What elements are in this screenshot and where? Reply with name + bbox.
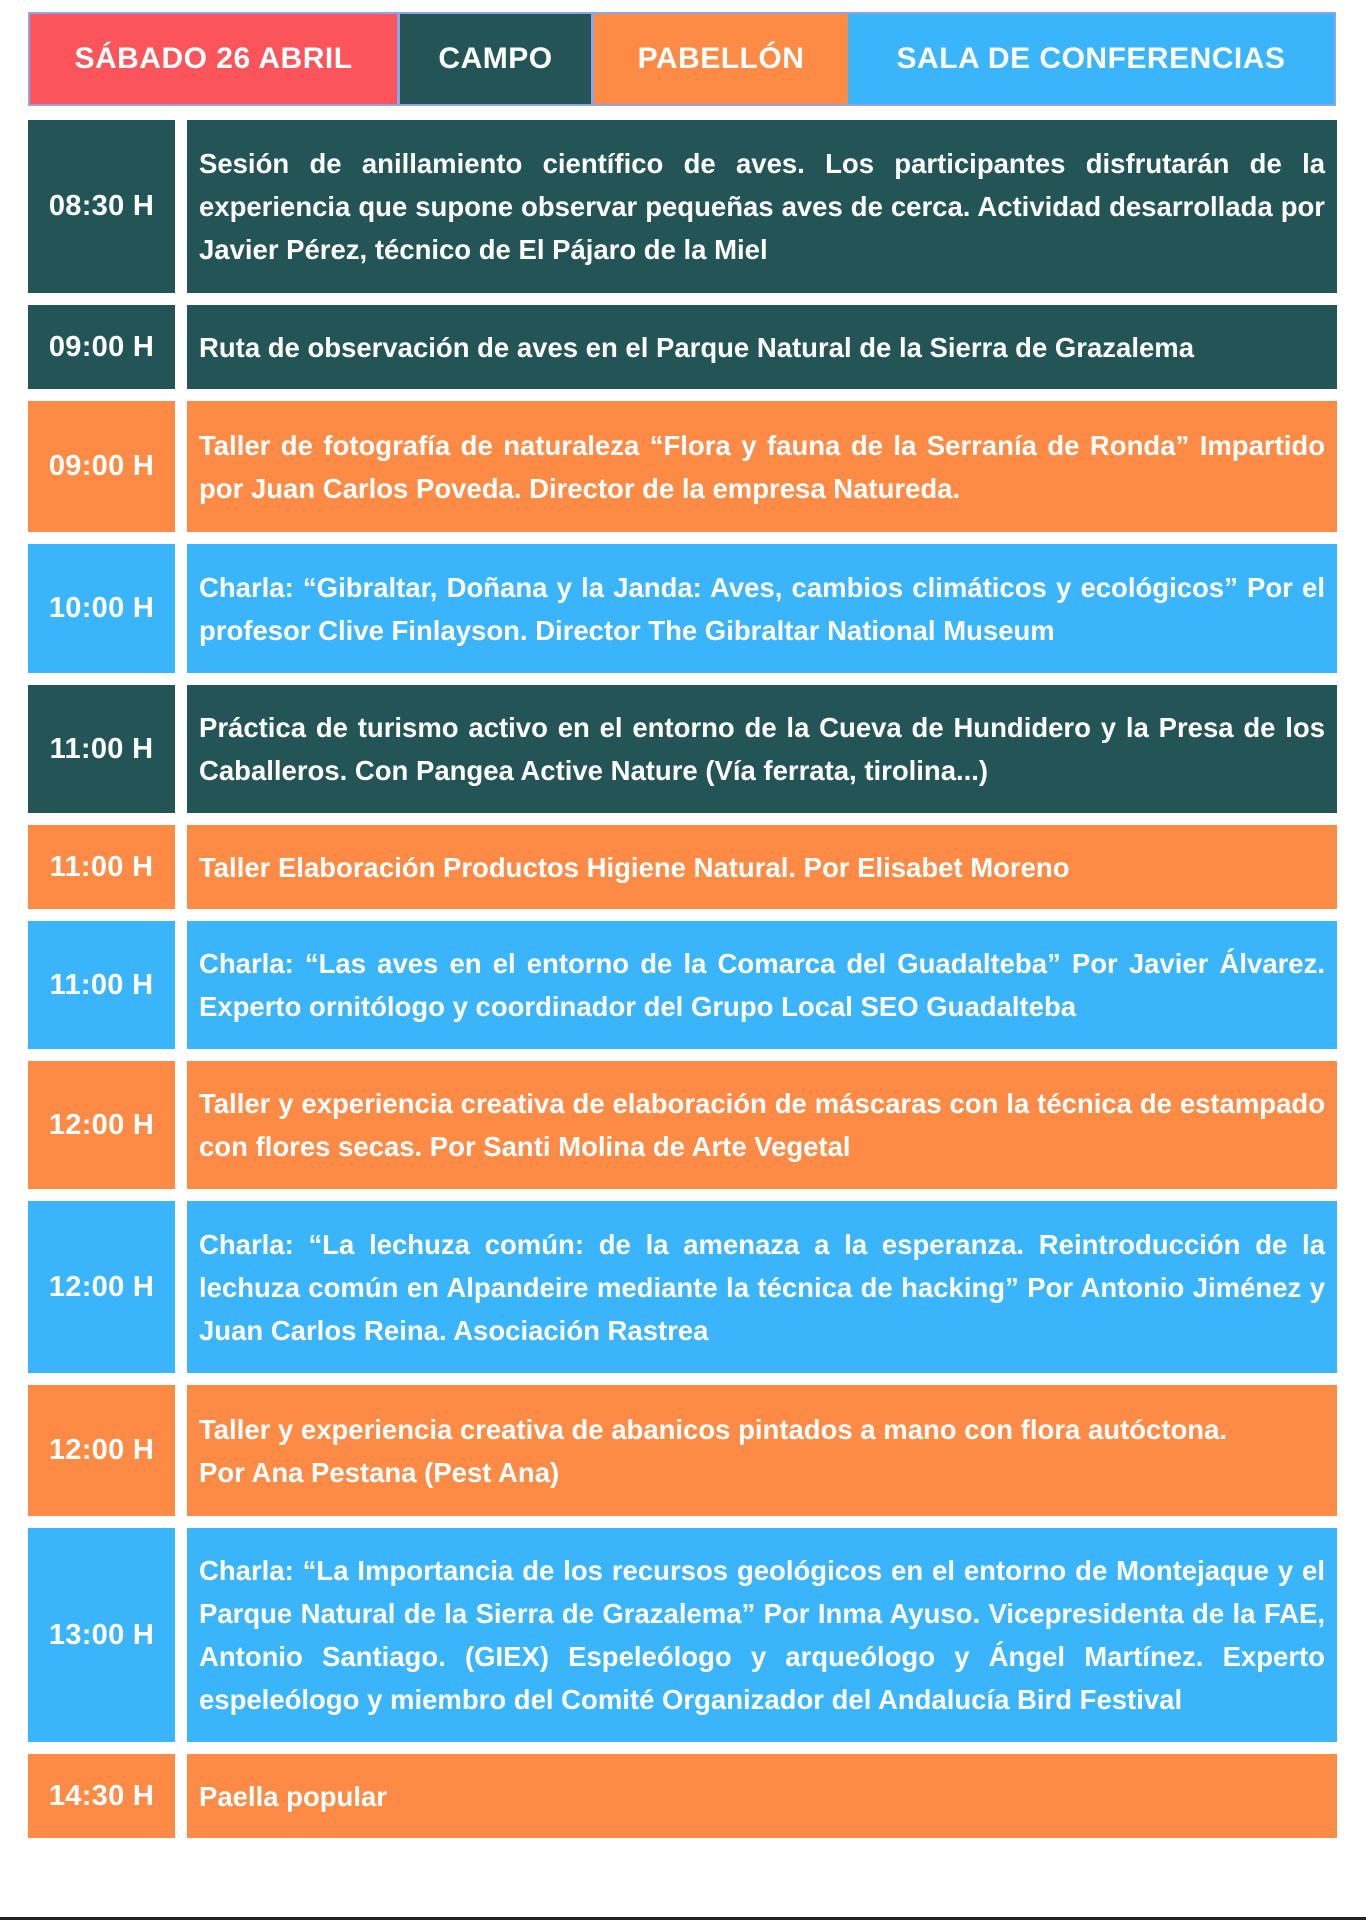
activity-text: Práctica de turismo activo en el entorno de la Cueva de Hundidero y la Presa de los Caballeros. Con Pangea Active Nature (Vía ferrata, tirolina...) xyxy=(199,712,1325,786)
time-cell: 12:00 H xyxy=(28,1061,175,1189)
schedule-row xyxy=(28,120,1337,293)
schedule-row xyxy=(28,401,1337,532)
schedule-row xyxy=(28,305,1337,389)
schedule-row xyxy=(28,1061,1337,1189)
schedule-row xyxy=(28,825,1337,909)
activity-cell xyxy=(187,921,1337,1049)
activity-text: Taller y experiencia creativa de abanicos pintados a mano con flora autóctona. Por Ana Pestana (Pest Ana) xyxy=(199,1413,1228,1488)
schedule-header xyxy=(28,12,1336,106)
schedule-row xyxy=(28,1385,1337,1516)
activity-cell xyxy=(187,1385,1337,1516)
activity-cell xyxy=(187,401,1337,532)
activity-cell xyxy=(187,825,1337,909)
time-cell: 09:00 H xyxy=(28,305,175,389)
activity-text: Taller Elaboración Productos Higiene Natural. Por Elisabet Moreno xyxy=(199,851,1070,883)
time-cell: 09:00 H xyxy=(28,401,175,532)
activity-cell xyxy=(187,1754,1337,1838)
time-cell: 13:00 H xyxy=(28,1528,175,1742)
header-sala-legend: SALA DE CONFERENCIAS xyxy=(848,14,1334,104)
time-cell: 12:00 H xyxy=(28,1385,175,1516)
header-pabellon-legend: PABELLÓN xyxy=(594,14,848,104)
schedule-row xyxy=(28,685,1337,813)
time-cell: 14:30 H xyxy=(28,1754,175,1838)
time-cell: 11:00 H xyxy=(28,825,175,909)
schedule-row xyxy=(28,544,1337,673)
activity-cell xyxy=(187,1201,1337,1373)
activity-text: Sesión de anillamiento científico de aves. Los participantes disfrutarán de la experiencia que supone observar pequeñas aves de cerca. Actividad desarrollada por Javier Pérez, técnico de El Pájaro de la Miel xyxy=(199,148,1325,265)
activity-text: Charla: “Gibraltar, Doñana y la Janda: Aves, cambios climáticos y ecológicos” Por el profesor Clive Finlayson. Director The Gibraltar National Museum xyxy=(199,571,1325,646)
time-cell: 11:00 H xyxy=(28,921,175,1049)
time-cell: 08:30 H xyxy=(28,120,175,293)
activity-cell xyxy=(187,1528,1337,1742)
activity-cell xyxy=(187,305,1337,389)
activity-cell xyxy=(187,544,1337,673)
activity-text: Paella popular xyxy=(199,1780,387,1812)
schedule-row xyxy=(28,1528,1337,1742)
header-campo-legend: CAMPO xyxy=(400,14,594,104)
activity-text: Taller de fotografía de naturaleza “Flora y fauna de la Serranía de Ronda” Impartido por Juan Carlos Poveda. Director de la empresa Natureda. xyxy=(199,429,1325,504)
schedule-row xyxy=(28,1201,1337,1373)
schedule-row xyxy=(28,921,1337,1049)
schedule-row xyxy=(28,1754,1337,1838)
activity-text: Charla: “La Importancia de los recursos geológicos en el entorno de Montejaque y el Parque Natural de la Sierra de Grazalema” Por Inma Ayuso. Vicepresidenta de la FAE, Antonio Santiago. (GIEX) Espeleólogo y arqueólogo y Ángel Martínez. Experto espeleólogo y miembro del Comité Organizador del Andalucía Bird Festival xyxy=(199,1555,1325,1715)
activity-cell xyxy=(187,120,1337,293)
time-cell: 12:00 H xyxy=(28,1201,175,1373)
activity-text: Charla: “Las aves en el entorno de la Comarca del Guadalteba” Por Javier Álvarez. Experto ornitólogo y coordinador del Grupo Local SEO Guadalteba xyxy=(199,948,1325,1022)
activity-text: Taller y experiencia creativa de elaboración de máscaras con la técnica de estampado con flores secas. Por Santi Molina de Arte Vegetal xyxy=(199,1088,1325,1162)
activity-text: Ruta de observación de aves en el Parque Natural de la Sierra de Grazalema xyxy=(199,331,1195,363)
time-cell: 11:00 H xyxy=(28,685,175,813)
schedule-list xyxy=(28,120,1337,1838)
activity-text: Charla: “La lechuza común: de la amenaza a la esperanza. Reintroducción de la lechuza común en Alpandeire mediante la técnica de hacking” Por Antonio Jiménez y Juan Carlos Reina. Asociación Rastrea xyxy=(199,1228,1325,1346)
header-date: SÁBADO 26 ABRIL xyxy=(30,14,400,104)
activity-cell xyxy=(187,1061,1337,1189)
time-cell: 10:00 H xyxy=(28,544,175,673)
activity-cell xyxy=(187,685,1337,813)
